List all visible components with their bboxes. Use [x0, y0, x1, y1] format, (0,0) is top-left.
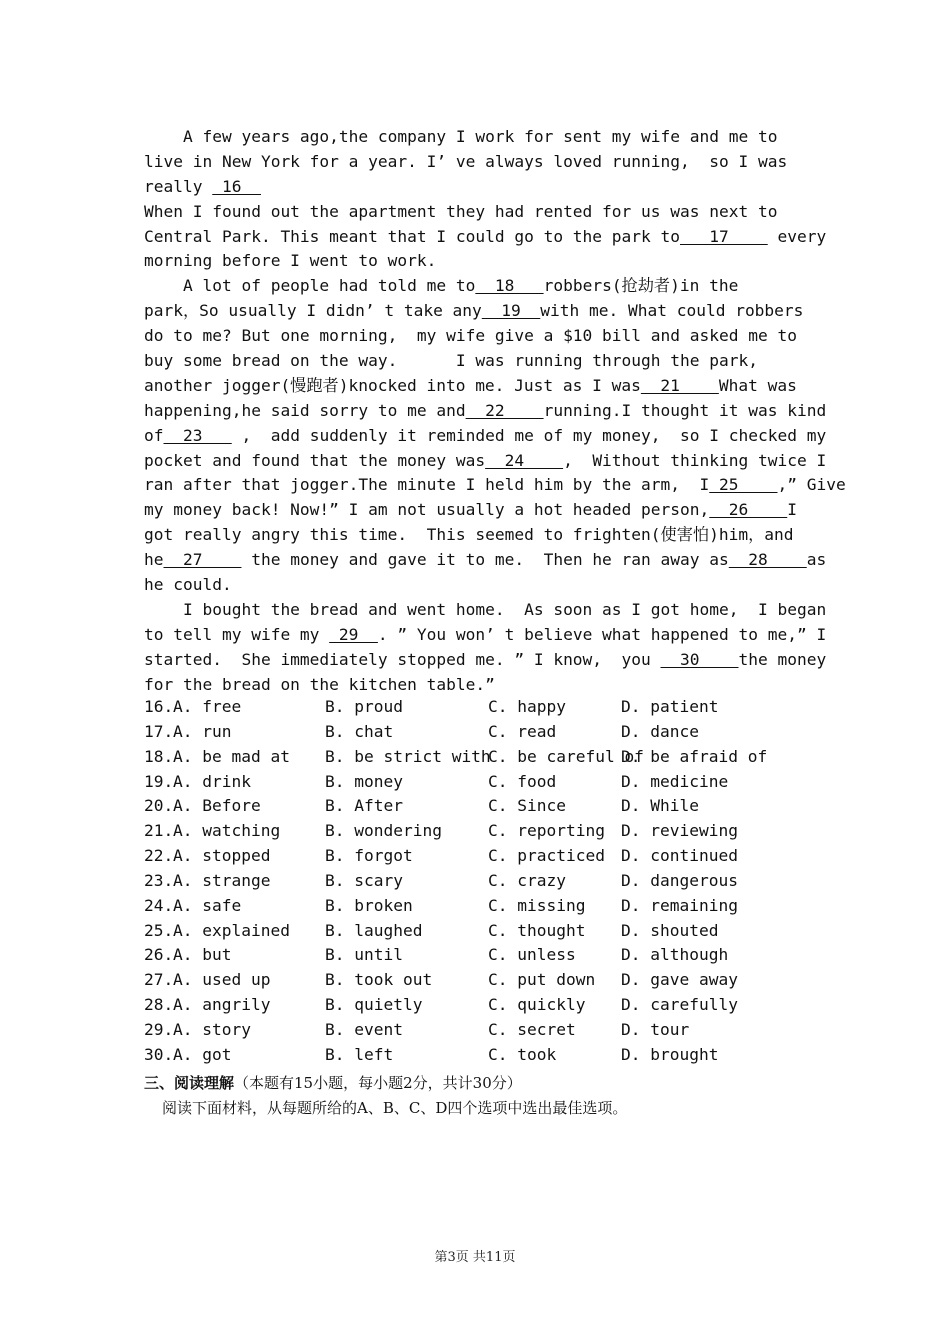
option-d: D. continued — [621, 846, 738, 866]
question-options-row — [144, 846, 824, 871]
passage-line — [144, 523, 814, 548]
option-a: A. explained — [173, 920, 290, 940]
cloze-passage — [144, 125, 846, 697]
section-instruction: 阅读下面材料，从每题所给的A、B、C、D四个选项中选出最佳选项。 — [162, 1099, 628, 1117]
cloze-blank: 27 — [163, 550, 242, 570]
option-a: A. safe — [173, 895, 242, 915]
passage-line — [144, 449, 827, 474]
question-options-row — [144, 970, 824, 995]
passage-text: , Without thinking twice I — [563, 450, 827, 470]
passage-line — [144, 200, 814, 225]
passage-line — [144, 548, 827, 573]
question-number: 29. — [144, 1019, 174, 1039]
question-options-row — [144, 1020, 824, 1045]
option-a: A. run — [173, 721, 232, 741]
question-options-row — [144, 871, 824, 896]
passage-line — [144, 274, 814, 299]
passage-text: to tell my wife my — [144, 624, 330, 644]
passage-line — [144, 473, 846, 498]
question-options-row — [144, 821, 824, 846]
option-c: C. crazy — [488, 870, 566, 890]
option-d: D. although — [621, 945, 729, 965]
option-a: A. got — [173, 1044, 232, 1064]
option-b: B. forgot — [325, 846, 413, 866]
cloze-blank: 17 — [680, 226, 768, 246]
question-options-row — [144, 896, 824, 921]
question-number: 19. — [144, 771, 174, 791]
option-c: C. unless — [488, 945, 576, 965]
passage-line — [144, 125, 814, 150]
passage-text: running.I thought it was kind — [543, 400, 827, 420]
option-d: D. be afraid of — [621, 746, 768, 766]
option-b: B. broken — [325, 895, 413, 915]
section-heading — [144, 1072, 522, 1093]
section-title: 三、阅读理解 — [144, 1074, 235, 1092]
option-b: B. took out — [325, 970, 433, 990]
option-a: A. watching — [173, 821, 281, 841]
option-d: D. brought — [621, 1044, 719, 1064]
cloze-blank: 29 — [329, 624, 378, 644]
cloze-blank: 16 — [212, 176, 261, 196]
option-d: D. While — [621, 796, 699, 816]
option-b: B. be strict with — [325, 746, 491, 766]
passage-text: morning before I went to work. — [144, 251, 437, 271]
option-c: C. Since — [488, 796, 566, 816]
passage-line — [144, 175, 814, 200]
question-options-row — [144, 722, 824, 747]
passage-line — [144, 324, 814, 349]
option-c: C. happy — [488, 697, 566, 716]
option-b: B. scary — [325, 870, 403, 890]
passage-text: as — [806, 550, 827, 570]
option-b: B. laughed — [325, 920, 423, 940]
question-number: 18. — [144, 746, 174, 766]
option-b: B. quietly — [325, 995, 423, 1015]
passage-line — [144, 573, 814, 598]
passage-text: When I found out the apartment they had rented for us was next to — [144, 201, 778, 221]
passage-line — [144, 424, 827, 449]
question-number: 27. — [144, 970, 174, 990]
passage-text: . ” You won’ t believe what happened to me,” I — [377, 624, 827, 644]
passage-line — [144, 673, 814, 698]
option-a: A. Before — [173, 796, 261, 816]
passage-text: happening,he said sorry to me and — [144, 400, 466, 420]
option-a: A. stopped — [173, 846, 271, 866]
question-number: 26. — [144, 945, 174, 965]
option-d: D. patient — [621, 697, 719, 716]
cloze-blank: 25 — [709, 475, 778, 495]
option-c: C. put down — [488, 970, 596, 990]
passage-text: What was — [718, 375, 797, 395]
passage-text: of — [144, 425, 164, 445]
cloze-blank: 30 — [660, 649, 739, 669]
cloze-blank: 23 — [163, 425, 232, 445]
passage-text: for the bread on the kitchen table.” — [144, 674, 495, 694]
question-number: 28. — [144, 995, 174, 1015]
option-b: B. chat — [325, 721, 394, 741]
option-c: C. practiced — [488, 846, 605, 866]
passage-text: he could. — [144, 575, 232, 595]
option-b: B. event — [325, 1019, 403, 1039]
question-number: 22. — [144, 846, 174, 866]
passage-text: my money back! Now!” I am not usually a hot headed person, — [144, 500, 710, 520]
question-options-row — [144, 796, 824, 821]
question-number: 23. — [144, 870, 174, 890]
passage-text: with me. What could robbers — [540, 301, 804, 321]
passage-text: I bought the bread and went home. As soon as I got home, I began — [144, 599, 827, 619]
option-a: A. angrily — [173, 995, 271, 1015]
option-a: A. free — [173, 697, 242, 716]
cloze-blank: 26 — [709, 500, 788, 520]
question-options-row — [144, 921, 824, 946]
passage-text: really — [144, 176, 213, 196]
passage-line — [144, 399, 827, 424]
option-d: D. tour — [621, 1019, 690, 1039]
cloze-blank: 21 — [640, 375, 719, 395]
passage-line — [144, 498, 814, 523]
passage-text: park，So usually I didn’ t take any — [144, 301, 482, 321]
question-number: 20. — [144, 796, 174, 816]
option-d: D. carefully — [621, 995, 738, 1015]
option-a: A. drink — [173, 771, 251, 791]
option-a: A. but — [173, 945, 232, 965]
passage-text: A few years ago,the company I work for sent my wife and me to — [144, 127, 778, 146]
option-b: B. left — [325, 1044, 394, 1064]
passage-line — [144, 374, 814, 399]
cloze-blank: 22 — [465, 400, 544, 420]
option-b: B. proud — [325, 697, 403, 716]
option-a: A. used up — [173, 970, 271, 990]
passage-line — [144, 150, 814, 175]
option-a: A. strange — [173, 870, 271, 890]
option-a: A. story — [173, 1019, 251, 1039]
passage-text: pocket and found that the money was — [144, 450, 486, 470]
option-d: D. gave away — [621, 970, 738, 990]
passage-text: buy some bread on the way. I was running through the park, — [144, 351, 758, 371]
passage-text: ran after that jogger.The minute I held him by the arm, I — [144, 475, 710, 495]
passage-text: ,” Give — [777, 475, 846, 495]
question-number: 16. — [144, 697, 174, 716]
question-number: 30. — [144, 1044, 174, 1064]
question-options-row — [144, 747, 824, 772]
option-d: D. dangerous — [621, 870, 738, 890]
passage-text: the money and gave it to me. Then he ran away as — [241, 550, 729, 570]
passage-text: started. She immediately stopped me. ” I know, you — [144, 649, 661, 669]
option-a: A. be mad at — [173, 746, 290, 766]
question-options-row — [144, 772, 824, 797]
section-note: （本题有15小题，每小题2分，共计30分） — [234, 1074, 522, 1092]
option-b: B. until — [325, 945, 403, 965]
option-c: C. took — [488, 1044, 557, 1064]
question-options-row — [144, 945, 824, 970]
passage-text: robbers(抢劫者)in the — [543, 276, 739, 296]
passage-line — [144, 598, 827, 623]
option-c: C. missing — [488, 895, 586, 915]
cloze-blank: 19 — [481, 301, 541, 321]
question-options-row — [144, 995, 824, 1020]
cloze-blank: 18 — [475, 276, 544, 296]
option-b: B. wondering — [325, 821, 442, 841]
passage-text: another jogger(慢跑者)knocked into me. Just as I was — [144, 375, 641, 395]
option-c: C. read — [488, 721, 557, 741]
question-number: 24. — [144, 895, 174, 915]
option-c: C. secret — [488, 1019, 576, 1039]
option-d: D. medicine — [621, 771, 729, 791]
passage-text: A lot of people had told me to — [144, 276, 476, 296]
option-d: D. dance — [621, 721, 699, 741]
page-footer: 第3页 共11页 — [434, 1250, 516, 1265]
passage-text: he — [144, 550, 164, 570]
passage-line — [144, 225, 827, 250]
passage-text: live in New York for a year. I’ ve always loved running, so I was — [144, 151, 788, 171]
option-c: C. be careful of — [488, 746, 644, 766]
option-b: B. money — [325, 771, 403, 791]
option-c: C. thought — [488, 920, 586, 940]
passage-line — [144, 299, 814, 324]
passage-text: , add suddenly it reminded me of my money, so I checked my — [231, 425, 827, 445]
question-number: 17. — [144, 721, 174, 741]
option-d: D. remaining — [621, 895, 738, 915]
cloze-blank: 24 — [485, 450, 564, 470]
option-d: D. shouted — [621, 920, 719, 940]
question-number: 21. — [144, 821, 174, 841]
passage-text: the money — [738, 649, 827, 669]
passage-text: Central Park. This meant that I could go to the park to — [144, 226, 681, 246]
passage-line — [144, 349, 814, 374]
answer-options-list — [144, 697, 824, 1070]
passage-line — [144, 648, 827, 673]
passage-line — [144, 623, 827, 648]
option-c: C. reporting — [488, 821, 605, 841]
passage-line — [144, 249, 814, 274]
option-b: B. After — [325, 796, 403, 816]
passage-text: I — [787, 500, 797, 520]
question-options-row — [144, 697, 824, 722]
passage-text: do to me? But one morning, my wife give a $10 bill and asked me to — [144, 326, 797, 346]
passage-text: every — [767, 226, 827, 246]
option-c: C. food — [488, 771, 557, 791]
option-d: D. reviewing — [621, 821, 738, 841]
option-c: C. quickly — [488, 995, 586, 1015]
passage-text: got really angry this time. This seemed to frighten(使害怕)him，and — [144, 525, 794, 545]
question-options-row — [144, 1045, 824, 1070]
question-number: 25. — [144, 920, 174, 940]
cloze-blank: 28 — [728, 550, 807, 570]
